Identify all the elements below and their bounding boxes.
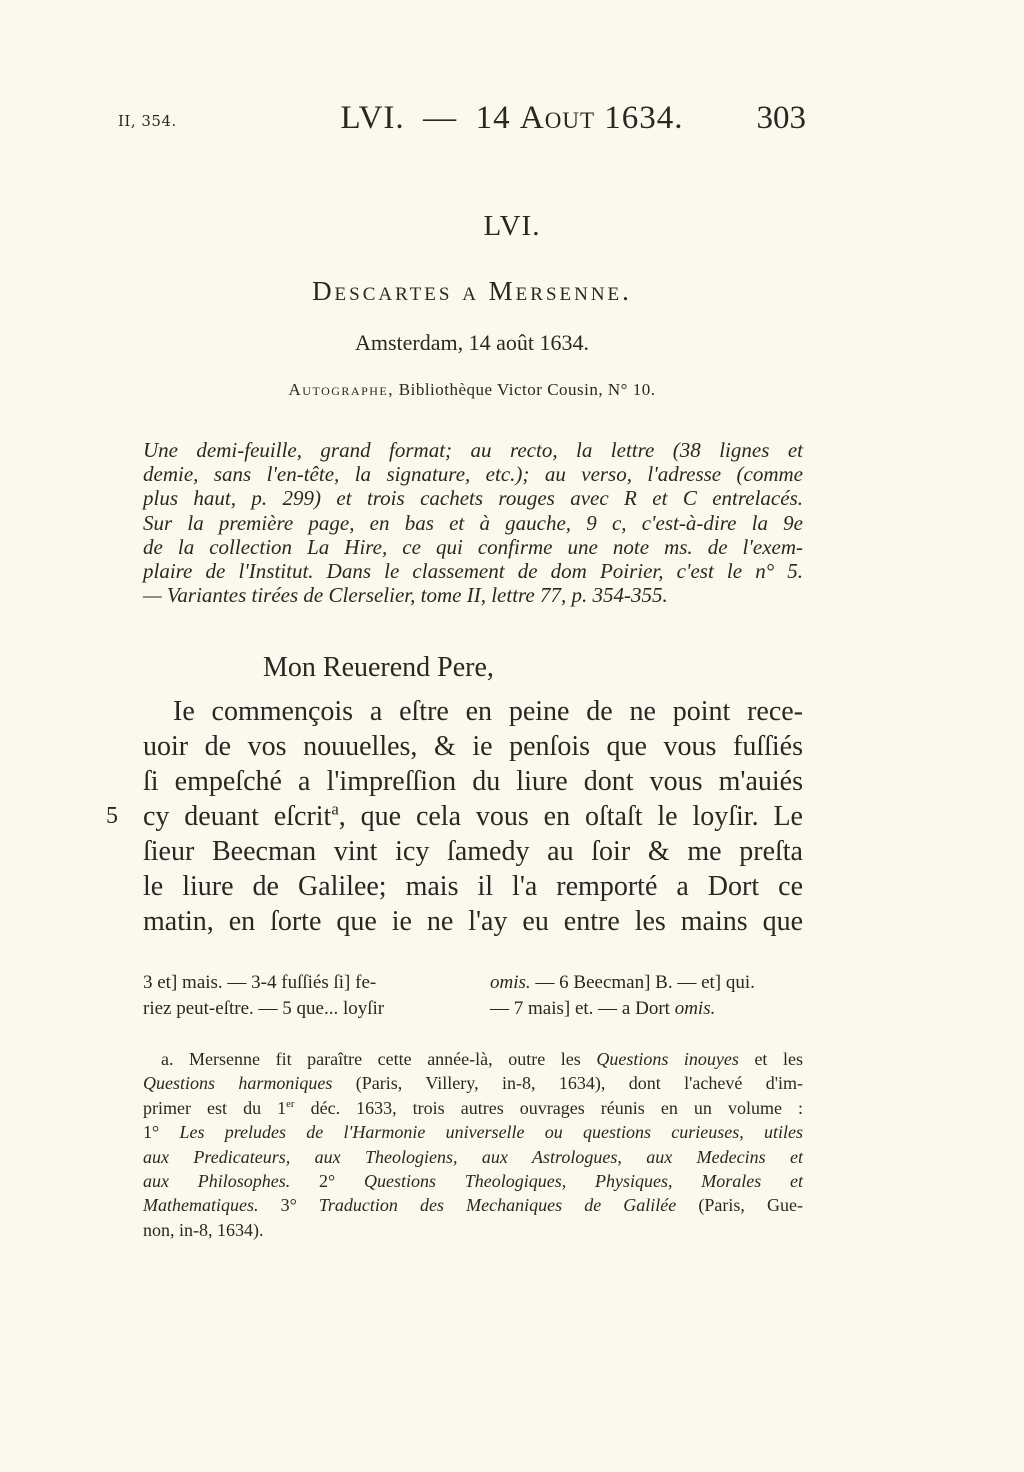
running-header-roman: LVI. [340,100,405,136]
footnote-line: Mathematiques. 3° Traduction des Mechaniques de Galilée (Paris, Gue- [143,1195,803,1216]
running-header-title [0,100,1024,137]
description-line: demie, sans l'en-tête, la signature, etc.); au verso, l'adresse (comme [143,462,803,487]
manuscript-description [143,438,803,607]
running-header-reference: II, 354. [118,112,177,130]
description-line: — Variantes tirées de Clerselier, tome II, lettre 77, p. 354-355. [143,583,668,608]
variants-column-left [143,970,458,1022]
footnote-line: non, in-8, 1634). [143,1219,264,1240]
body-line-with-note [143,799,803,834]
description-line: plaire de l'Institut. Dans le classement de dom Poirier, c'est le n° 5. [143,559,803,584]
line-number: 5 [106,803,118,829]
running-header-month: Aout [519,100,596,136]
place-date: Amsterdam, 14 août 1634. [354,330,590,355]
description-line: plus haut, p. 299) et trois cachets rouges avec R et C entrelacés. [143,486,803,511]
running-header-day: 14 [475,100,511,136]
source-label: Autographe, [288,380,395,399]
variant-line: 3 et] mais. — 3-4 fuſſiés ſi] fe- [143,972,377,993]
letter-title: Descartes a Mersenne. [312,276,632,306]
body-line: matin, en ſorte que ie ne l'ay eu entre les mains que [143,906,803,937]
footnote-line: a. Mersenne fit paraître cette année-là, outre les Questions inouyes et les [161,1049,803,1069]
description-line: Sur la première page, en bas et à gauche, 9 c, c'est-à-dire la 9e [143,510,803,535]
footnote-line: aux Philosophes. 2° Questions Theologiques, Physiques, Morales et [143,1171,803,1192]
body-line: Ie commençois a eſtre en peine de ne point rece- [173,696,803,727]
letter-body [143,694,803,939]
variants-column-right [490,970,808,1022]
variants-apparatus [143,970,808,1022]
footnote-line: primer est du 1er déc. 1633, trois autres ouvrages réunis en un volume : [143,1097,803,1118]
variant-line: riez peut-eſtre. — 5 que... loyſir [143,998,385,1019]
letter-number: LVI. [483,210,541,242]
footnote-line: aux Predicateurs, aux Theologiens, aux Astrologues, aux Medecins et [143,1146,803,1167]
source-line [0,380,944,400]
salutation: Mon Reuerend Pere, [263,652,494,683]
body-line: ſieur Beecman vint icy ſamedy au ſoir & me preſta [143,836,803,867]
variant-line: omis. — 6 Beecman] B. — et] qui. [490,972,755,993]
description-line: de la collection La Hire, ce qui confirme une note ms. de l'exem- [143,534,803,559]
footnote-line: Questions harmoniques (Paris, Villery, in-8, 1634), dont l'achevé d'im- [143,1073,804,1094]
footnote-line: 1° Les preludes de l'Harmonie universelle ou questions curieuses, utiles [143,1122,803,1143]
footnote-marker[interactable]: a [331,799,339,819]
body-line: le liure de Galilee; mais il l'a remporté a Dort ce [143,871,803,902]
source-text: Bibliothèque Victor Cousin, N° 10. [398,380,656,399]
body-line-part: , que cela vous en oſtaſt le loyſir. Le [338,801,803,832]
page-number: 303 [756,100,806,136]
body-line: ſi empeſché a l'impreſſion du liure dont vous m'auiés [143,766,803,797]
footnote [143,1047,803,1242]
variant-line: — 7 mais] et. — a Dort omis. [490,998,716,1019]
description-line: Une demi-feuille, grand format; au recto, la lettre (38 lignes et [143,438,803,462]
running-header-dash: — [423,100,458,136]
body-line: uoir de vos nouuelles, & ie penſois que vous fuſſiés [143,731,803,762]
body-line-part: cy deuant eſcrit [143,801,332,832]
running-header-year: 1634. [604,100,684,136]
